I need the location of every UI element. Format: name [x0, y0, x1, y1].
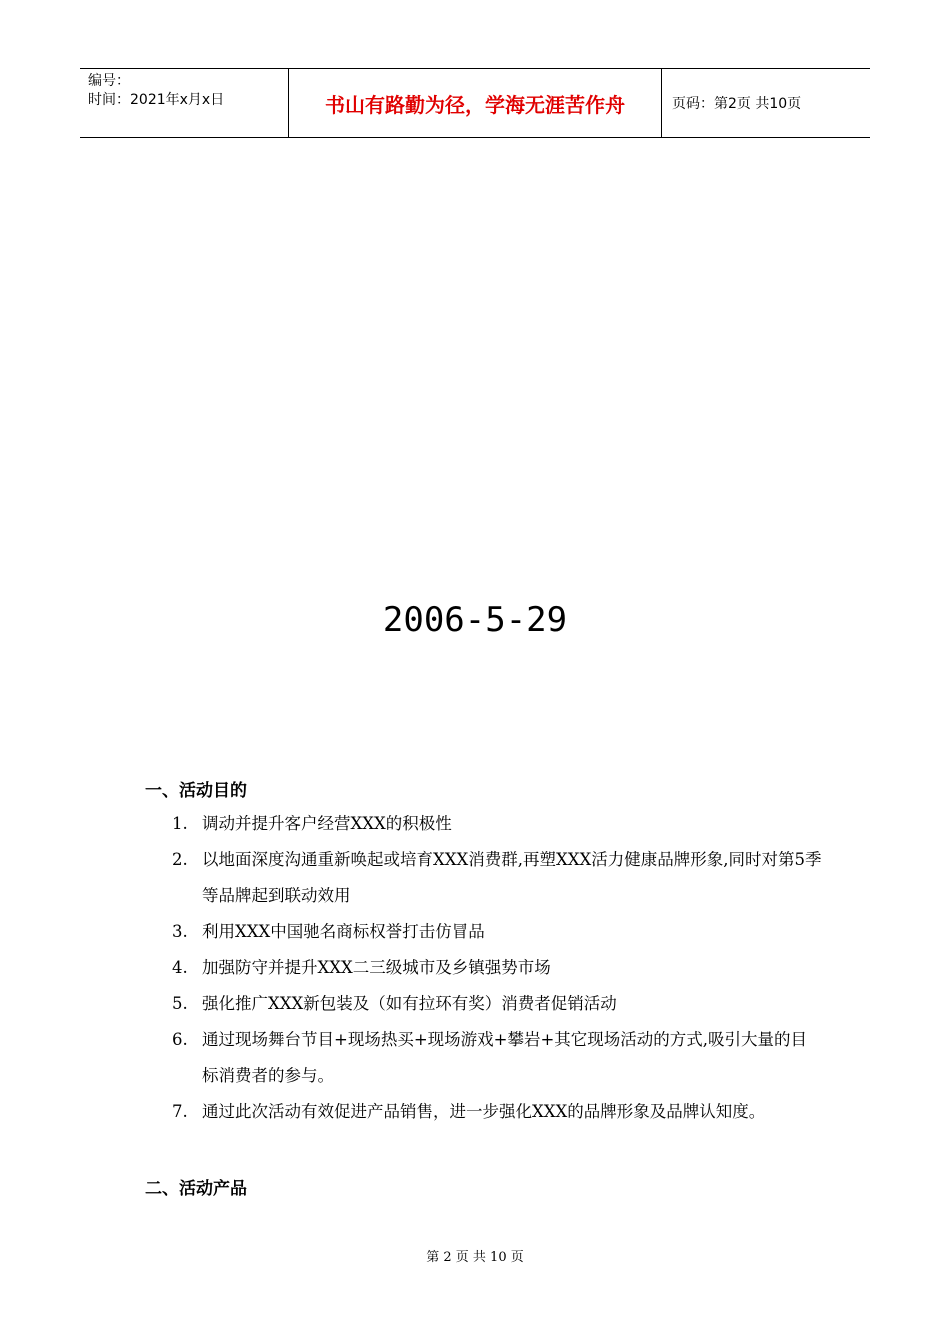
list-item: [172, 914, 822, 950]
number-label: 编号：: [88, 73, 130, 89]
item-number: 6.: [172, 1030, 188, 1049]
page-footer: 第 2 页 共 10 页: [426, 1250, 524, 1265]
item-text: 通过现场舞台节目+现场热买+现场游戏+攀岩+其它现场活动的方式,吸引大量的目标消费者的参与。: [202, 1030, 808, 1085]
purpose-list: [172, 806, 822, 1130]
header-meta: [80, 69, 289, 137]
item-number: 7.: [172, 1102, 188, 1121]
list-item: [172, 950, 822, 986]
header-motto: 书山有路勤为径，学海无涯苦作舟: [289, 69, 662, 137]
list-item: [172, 1094, 822, 1130]
time-label: 时间：2021年x月x日: [88, 92, 225, 108]
item-number: 3.: [172, 922, 188, 941]
item-number: 4.: [172, 958, 188, 977]
item-number: 5.: [172, 994, 188, 1013]
header-page-label: 页码：第2页 共10页: [672, 96, 802, 112]
document-date: 2006-5-29: [382, 600, 568, 640]
item-text: 以地面深度沟通重新唤起或培育XXX消费群,再塑XXX活力健康品牌形象,同时对第5季等品牌起到联动效用: [202, 850, 822, 905]
item-text: 利用XXX中国驰名商标权誉打击仿冒品: [202, 922, 485, 941]
list-item: [172, 1022, 822, 1094]
list-item: [172, 806, 822, 842]
page-header: [80, 68, 870, 138]
list-item: [172, 842, 822, 914]
item-text: 通过此次活动有效促进产品销售，进一步强化XXX的品牌形象及品牌认知度。: [202, 1102, 766, 1121]
section-title-products: 二、活动产品: [145, 1179, 247, 1199]
item-text: 加强防守并提升XXX二三级城市及乡镇强势市场: [202, 958, 551, 977]
list-item: [172, 986, 822, 1022]
item-text: 调动并提升客户经营XXX的积极性: [202, 814, 452, 833]
item-text: 强化推广XXX新包装及（如有拉环有奖）消费者促销活动: [202, 994, 617, 1013]
item-number: 2.: [172, 850, 188, 869]
section-title-purpose: 一、活动目的: [145, 781, 247, 801]
item-number: 1.: [172, 814, 188, 833]
